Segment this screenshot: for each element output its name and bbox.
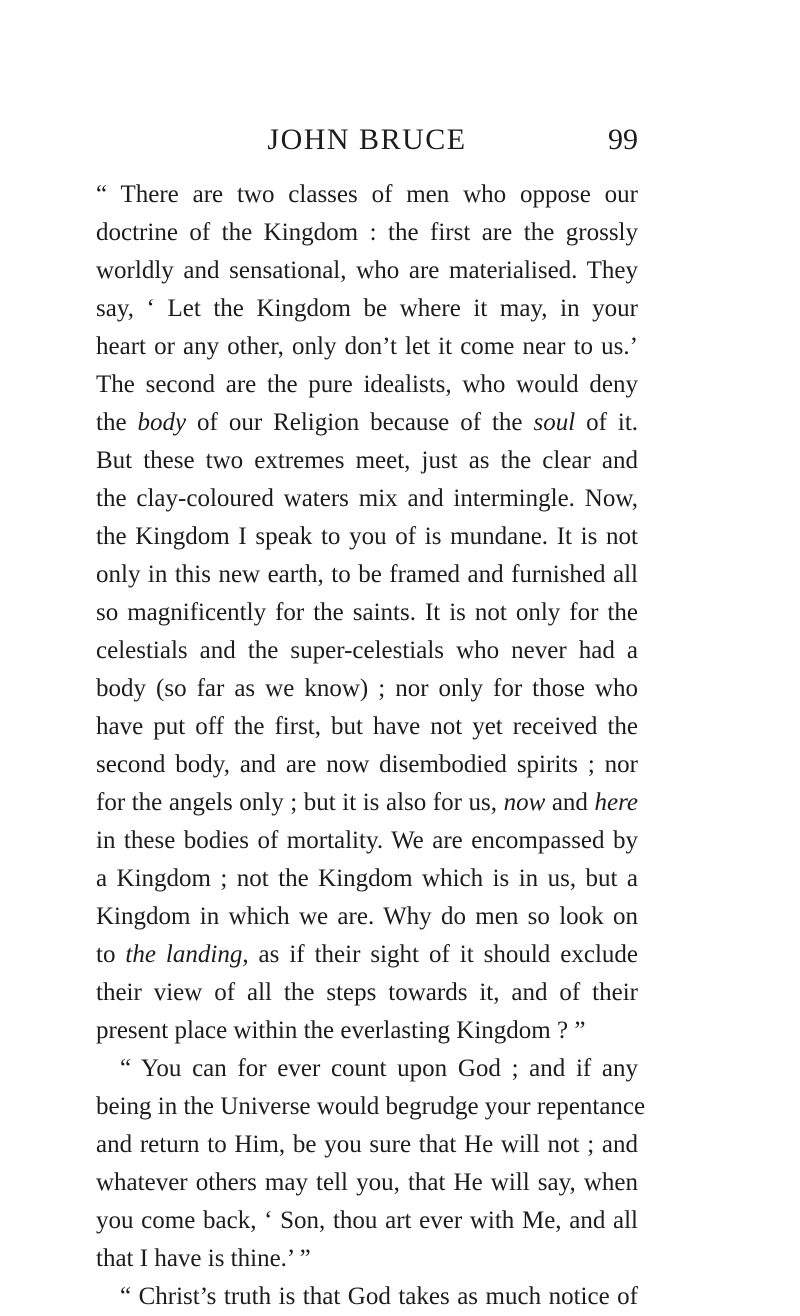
body-text (96, 176, 646, 1316)
text-segment: the Kingdom I speak to you of is mundane. It is not (96, 523, 638, 550)
text-segment: to (96, 941, 126, 968)
text-segment: But these two extremes meet, just as the clear and (96, 447, 638, 474)
text-line (96, 1278, 638, 1316)
text-line (96, 176, 638, 214)
italic-text: here (594, 789, 638, 816)
text-line (96, 1240, 638, 1278)
text-line (96, 252, 638, 290)
text-segment: say, ‘ Let the Kingdom be where it may, in your (96, 295, 638, 322)
text-segment: the clay-coloured waters mix and intermingle. Now, (96, 485, 638, 512)
text-line (96, 556, 638, 594)
text-line (96, 518, 638, 556)
text-line (96, 404, 638, 442)
text-segment: the (96, 409, 138, 436)
text-line (96, 366, 638, 404)
text-segment: their view of all the steps towards it, and of their (96, 979, 638, 1006)
text-segment: of it. (575, 409, 639, 436)
text-segment: being in the Universe would begrudge your repentance (96, 1093, 646, 1120)
text-segment: heart or any other, only don’t let it come near to us.’ (96, 333, 638, 360)
text-segment: body (so far as we know) ; nor only for those who (96, 675, 638, 702)
text-segment: doctrine of the Kingdom : the first are the grossly (96, 219, 638, 246)
text-segment: have put off the first, but have not yet received the (96, 713, 638, 740)
text-line (96, 594, 638, 632)
text-segment: , as if their sight of it should exclude (242, 941, 638, 968)
text-line (96, 898, 638, 936)
text-line (96, 442, 638, 480)
text-line (96, 860, 638, 898)
italic-text: soul (533, 409, 576, 436)
text-segment: in these bodies of mortality. We are encompassed by (96, 827, 638, 854)
italic-text: now (503, 789, 546, 816)
text-line (96, 746, 638, 784)
text-segment: a Kingdom ; not the Kingdom which is in us, but a (96, 865, 638, 892)
text-line (96, 1012, 638, 1050)
text-segment: celestials and the super-celestials who never had a (96, 637, 638, 664)
text-line (96, 632, 638, 670)
running-head (96, 118, 638, 162)
running-title: JOHN BRUCE (267, 123, 467, 156)
text-line (96, 936, 638, 974)
text-line (96, 1164, 638, 1202)
text-line (96, 974, 638, 1012)
text-line (96, 214, 638, 252)
text-segment: “ You can for ever count upon God ; and if any (120, 1055, 638, 1082)
text-segment: whatever others may tell you, that He will say, when (96, 1169, 638, 1196)
text-segment: only in this new earth, to be framed and furnished all (96, 561, 638, 588)
page-number: 99 (608, 123, 638, 156)
text-line (96, 1202, 638, 1240)
text-line (96, 784, 638, 822)
italic-text: the landing (125, 941, 243, 968)
text-segment: “ There are two classes of men who oppose our (96, 181, 638, 208)
text-line (96, 822, 638, 860)
text-line (96, 328, 638, 366)
text-segment: you come back, ‘ Son, thou art ever with Me, and all (96, 1207, 638, 1234)
text-line (96, 1050, 638, 1088)
text-line (96, 708, 638, 746)
text-segment: for the angels only ; but it is also for us, (96, 789, 504, 816)
text-line (96, 670, 638, 708)
text-segment: so magnificently for the saints. It is not only for the (96, 599, 638, 626)
text-segment: The second are the pure idealists, who would deny (96, 371, 638, 398)
text-segment: “ Christ’s truth is that God takes as much notice of (120, 1283, 638, 1310)
text-segment: worldly and sensational, who are materialised. They (96, 257, 638, 284)
text-segment: second body, and are now disembodied spirits ; nor (96, 751, 638, 778)
text-line (96, 1126, 638, 1164)
text-segment: Kingdom in which we are. Why do men so look on (96, 903, 638, 930)
italic-text: body (137, 409, 187, 436)
text-line (96, 290, 638, 328)
text-line (96, 1088, 646, 1126)
text-line (96, 480, 638, 518)
text-segment: and return to Him, be you sure that He will not ; and (96, 1131, 638, 1158)
text-segment: and (545, 789, 595, 816)
text-segment: of our Religion because of the (186, 409, 534, 436)
text-segment: present place within the everlasting Kingdom ? ” (96, 1017, 586, 1044)
text-segment: that I have is thine.’ ” (96, 1245, 311, 1272)
